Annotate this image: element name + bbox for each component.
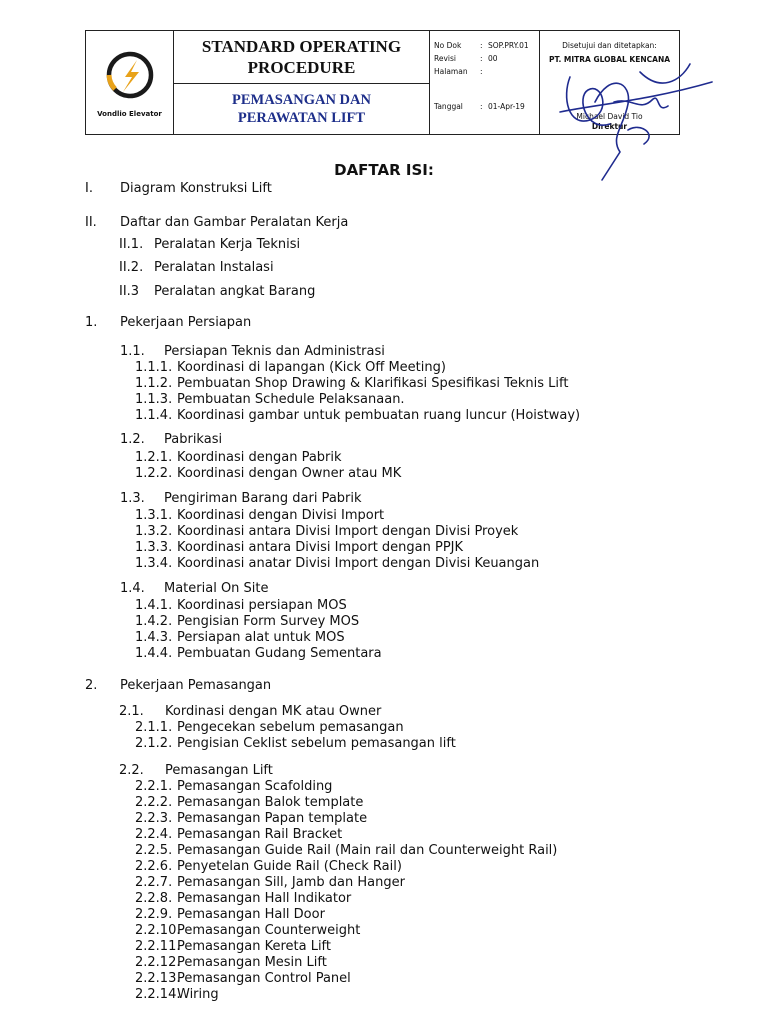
title-cell — [174, 31, 430, 134]
toc-text: Koordinasi gambar untuk pembuatan ruang luncur (Hoistway) — [177, 408, 581, 423]
toc-text: Koordinasi dengan Owner atau MK — [177, 466, 402, 481]
toc-text: Kordinasi dengan MK atau Owner — [165, 704, 382, 719]
toc-number: 1.4. — [120, 581, 145, 596]
toc-number: 1.1.3. — [135, 392, 173, 407]
toc-text: Pekerjaan Pemasangan — [120, 678, 272, 693]
toc-text: Persiapan alat untuk MOS — [177, 630, 345, 645]
toc-number: 1.4.4. — [135, 646, 173, 661]
toc-text: Pembuatan Gudang Sementara — [177, 646, 382, 661]
toc-text: Pemasangan Hall Door — [177, 907, 325, 922]
info-label: Halaman — [434, 67, 468, 76]
info-row-page — [434, 65, 539, 78]
toc-text: Pemasangan Counterweight — [177, 923, 361, 938]
toc-number: 1.3.2. — [135, 524, 173, 539]
toc-text: Pengecekan sebelum pemasangan — [177, 720, 404, 735]
toc-number: 1.4.3. — [135, 630, 173, 645]
toc-number: 1.3.3. — [135, 540, 173, 555]
toc-text: Pemasangan Lift — [165, 763, 273, 778]
toc-number: 1.3.1. — [135, 508, 173, 523]
toc-text: Daftar dan Gambar Peralatan Kerja — [120, 215, 349, 230]
info-value: 00 — [488, 54, 498, 63]
logo-cell — [86, 31, 174, 134]
toc-number: 2.2.10. — [135, 923, 181, 938]
approval-label: Disetujui dan ditetapkan: — [562, 41, 657, 50]
toc-number: 2.2.8. — [135, 891, 173, 906]
toc-number: 2.2.4. — [135, 827, 173, 842]
toc-text: Pemasangan Guide Rail (Main rail dan Counterweight Rail) — [177, 843, 558, 858]
info-label: Revisi — [434, 54, 457, 63]
toc-number: 1.2.1. — [135, 450, 173, 465]
toc-number: 2.2.6. — [135, 859, 173, 874]
toc-number: 1.4.2. — [135, 614, 173, 629]
toc-text: Pemasangan Mesin Lift — [177, 955, 327, 970]
info-colon: : — [480, 102, 483, 111]
toc-number: 2.2.13. — [135, 971, 181, 986]
toc-text: Koordinasi persiapan MOS — [177, 598, 347, 613]
toc-number: 2.2.3. — [135, 811, 173, 826]
info-colon: : — [480, 54, 483, 63]
toc-text: Pemasangan Hall Indikator — [177, 891, 352, 906]
toc-number: 2.1.2. — [135, 736, 173, 751]
toc-number: I. — [85, 181, 93, 196]
toc-text: Pemasangan Scafolding — [177, 779, 333, 794]
toc-text: Pemasangan Sill, Jamb dan Hanger — [177, 875, 405, 890]
toc-text: Koordinasi di lapangan (Kick Off Meeting) — [177, 360, 446, 375]
toc-number: 2.2.11. — [135, 939, 181, 954]
toc-number: 2.2.14. — [135, 987, 181, 1002]
subtitle-line-2: PERAWATAN LIFT — [237, 110, 366, 126]
info-row-revision — [434, 52, 539, 65]
toc-text: Persiapan Teknis dan Administrasi — [164, 344, 385, 359]
toc-number: II. — [85, 215, 97, 230]
toc-text: Pemasangan Balok template — [177, 795, 364, 810]
title-line-2: PROCEDURE — [247, 58, 356, 77]
toc-number: 2.2.1. — [135, 779, 173, 794]
sop-title — [174, 31, 429, 84]
title-line-1: STANDARD OPERATING — [201, 37, 402, 56]
info-row-date — [434, 100, 539, 113]
toc-text: Pemasangan Papan template — [177, 811, 368, 826]
toc-text: Pemasangan Rail Bracket — [177, 827, 343, 842]
info-label: No Dok — [434, 41, 462, 50]
info-row-doc-number — [434, 39, 539, 52]
toc-number: 1.1. — [120, 344, 145, 359]
toc-number: 1.4.1. — [135, 598, 173, 613]
company-logo-icon — [103, 48, 157, 102]
toc-text: Pengiriman Barang dari Pabrik — [164, 491, 362, 506]
signer-name: Michael David Tio — [576, 112, 643, 121]
toc-number: II.1. — [119, 237, 144, 252]
toc-title: DAFTAR ISI: — [334, 161, 434, 179]
toc-text: Pabrikasi — [164, 432, 223, 447]
toc-text: Pengisian Ceklist sebelum pemasangan lift — [177, 736, 456, 751]
toc-text: Material On Site — [164, 581, 269, 596]
toc-number: 1.3. — [120, 491, 145, 506]
toc-text: Pembuatan Schedule Pelaksanaan. — [177, 392, 405, 407]
subtitle-line-1: PEMASANGAN DAN — [232, 92, 371, 108]
info-value: 01-Apr-19 — [488, 102, 525, 111]
toc-text: Wiring — [177, 987, 219, 1002]
toc-text: Pemasangan Kereta Lift — [177, 939, 332, 954]
toc-text: Koordinasi antara Divisi Import dengan Divisi Proyek — [177, 524, 519, 539]
toc-number: II.2. — [119, 260, 144, 275]
toc-text: Diagram Konstruksi Lift — [120, 181, 272, 196]
toc-number: 1.1.4. — [135, 408, 173, 423]
toc-text: Koordinasi antara Divisi Import dengan PPJK — [177, 540, 464, 555]
toc-number: 2.2. — [119, 763, 144, 778]
toc-number: 1.1.1. — [135, 360, 173, 375]
info-value: SOP.PRY.01 — [488, 41, 529, 50]
toc-number: 1.2. — [120, 432, 145, 447]
toc-text: Pekerjaan Persiapan — [120, 315, 252, 330]
toc-text: Peralatan Instalasi — [154, 260, 274, 275]
info-colon: : — [480, 67, 483, 76]
toc-text: Pengisian Form Survey MOS — [177, 614, 360, 629]
toc-number: 2.2.5. — [135, 843, 173, 858]
toc-text: Pemasangan Control Panel — [177, 971, 351, 986]
toc-number: 2.2.2. — [135, 795, 173, 810]
toc-number: II.3 — [119, 284, 140, 299]
toc-text: Koordinasi dengan Pabrik — [177, 450, 342, 465]
toc-number: 2.1. — [119, 704, 144, 719]
toc-text: Pembuatan Shop Drawing & Klarifikasi Spesifikasi Teknis Lift — [177, 376, 569, 391]
toc-number: 1.3.4. — [135, 556, 173, 571]
info-colon: : — [480, 41, 483, 50]
toc-number: 2.2.12. — [135, 955, 181, 970]
toc-number: 1.2.2. — [135, 466, 173, 481]
toc-text: Koordinasi anatar Divisi Import dengan Divisi Keuangan — [177, 556, 540, 571]
signer-role: Direktur — [591, 122, 628, 131]
toc-number: 1.1.2. — [135, 376, 173, 391]
toc-text: Koordinasi dengan Divisi Import — [177, 508, 385, 523]
toc-text: Peralatan angkat Barang — [154, 284, 316, 299]
company-name: PT. MITRA GLOBAL KENCANA — [548, 55, 671, 64]
doc-info-cell — [430, 31, 540, 134]
sop-subtitle — [174, 84, 429, 134]
toc-number: 2.1.1. — [135, 720, 173, 735]
toc-number: 2.2.7. — [135, 875, 173, 890]
logo-name: Vondlio Elevator — [97, 109, 162, 118]
toc-text: Peralatan Kerja Teknisi — [154, 237, 301, 252]
toc-text: Penyetelan Guide Rail (Check Rail) — [177, 859, 402, 874]
toc-number: 2.2.9. — [135, 907, 173, 922]
toc-number: 2. — [85, 678, 98, 693]
info-label: Tanggal — [434, 102, 463, 111]
toc-number: 1. — [85, 315, 98, 330]
